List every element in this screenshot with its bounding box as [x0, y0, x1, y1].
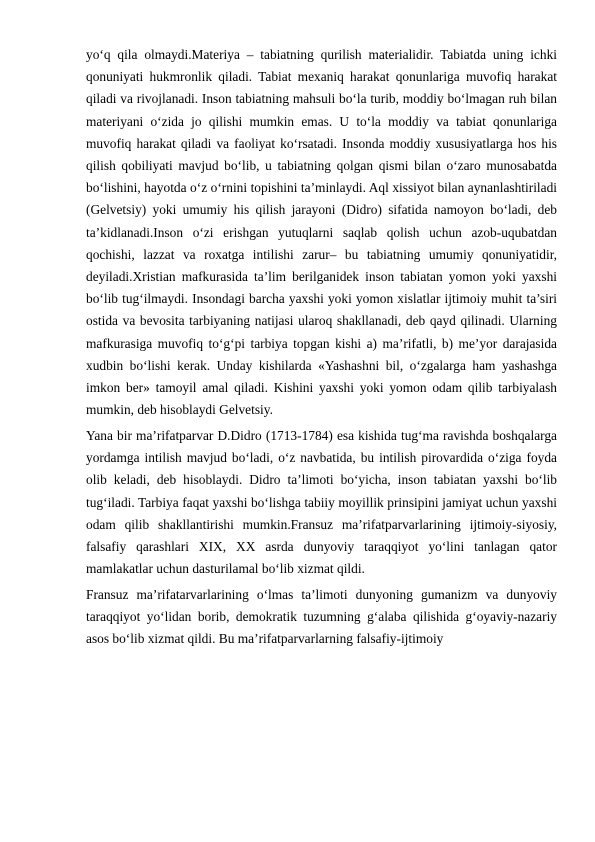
- paragraph-fransuz: Fransuz ma’rifatarvarlarining o‘lmas ta’limoti dunyoning gumanizm va dunyoviy taraqqiyot yo‘lidan borib, demokratik tuzumning g‘alaba qilishida g‘oyaviy-nazariy asos bo‘lib xizmat qildi. Bu ma’rifatparvarlarning falsafiy-ijtimoiy: [86, 586, 557, 647]
- paragraph-materiya: yo‘q qila olmaydi.Materiya – tabiatning qurilish materialidir. Tabiatda uning ichki qonuniyati hukmronlik qiladi. Tabiat mexaniq harakat qonunlariga muvofiq harakat qiladi va rivojlanadi. Inson tabiatning mahsuli bo‘la turib, moddiy bo‘lmagan ruh bilan materiyani o‘zida jo qilishi mumkin emas. U to‘la moddiy va tabiat qonunlariga muvofiq harakat qiladi va faoliyat ko‘rsatadi. Insonda moddiy xususiyatlarga hos his qilish qobiliyati mavjud bo‘lib, u tabiatning qolgan qismi bilan o‘zaro munosabatda bo‘lishini, hayotda o‘z o‘rnini topishini ta’minlaydi. Aql xissiyot bilan aynanlashtiriladi (Gelvetsiy) yoki umumiy his qilish jarayoni (Didro) sifatida namoyon bo‘ladi, deb ta’kidlanadi.Inson o‘zi erishgan yutuqlarni saqlab qolish uchun azob-uqubatdan qochishi, lazzat va roxatga intilishi zarur– bu tabiatning umumiy qonuniyatidir, deyiladi.Xristian mafkurasida ta’lim berilganidek inson tabiatan yomon yoki yaxshi bo‘lib tug‘ilmaydi. Insondagi barcha yaxshi yoki yomon xislatlar ijtimoiy muhit ta’siri ostida va bevosita tarbiyaning natijasi ularoq shakllanadi, deb qayd qilinadi. Ularning mafkurasiga muvofiq to‘g‘pi tarbiya topgan kishi a) ma’rifatli, b) me’yor darajasida xudbin bo‘lishi kerak. Unday kishilarda «Yashashni bil, o‘zgalarga ham yashashga imkon ber» tamoyil amal qiladi. Kishini yaxshi yoki yomon odam qilib tarbiyalash mumkin, deb hisoblaydi Gelvetsiy.: [86, 47, 557, 418]
- paragraph-didro: Yana bir ma’rifatparvar D.Didro (1713-1784) esa kishida tug‘ma ravishda boshqalarga yordamga intilish mavjud bo‘ladi, o‘z navbatida, bu intilish pirovardida o‘ziga foyda olib keladi, deb hisoblaydi. Didro ta’limoti bo‘yicha, inson tabiatan yaxshi bo‘lib tug‘iladi. Tarbiya faqat yaxshi bo‘lishga tabiiy moyillik prinsipini jamiyat uchun yaxshi odam qilib shakllantirishi mumkin.Fransuz ma’rifatparvarlarining ijtimoiy-siyosiy, falsafiy qarashlari XIX, XX asrda dunyoviy taraqqiyot yo‘lini tanlagan qator mamlakatlar uchun dasturilamal bo‘lib xizmat qildi.: [86, 427, 557, 577]
- document-page: [86, 44, 557, 650]
